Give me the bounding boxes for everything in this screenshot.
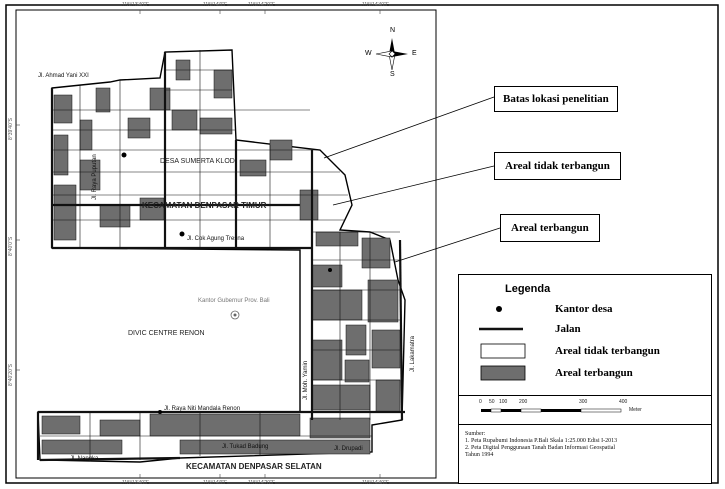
coord-top-1: 115°13'40"E bbox=[122, 2, 150, 8]
legend-item-jalan bbox=[459, 321, 711, 341]
compass-s: S bbox=[390, 71, 395, 78]
scale-tick-label: 200 bbox=[519, 399, 528, 405]
label-civic: DIVIC CENTRE RENON bbox=[128, 330, 205, 337]
legend bbox=[458, 274, 712, 484]
coord-left-3: 8°40'20"S bbox=[8, 364, 14, 386]
legend-label-jalan: Jalan bbox=[555, 323, 581, 335]
legend-label-terbangun: Areal terbangun bbox=[555, 367, 633, 379]
scale-tick-label: 100 bbox=[499, 399, 508, 405]
source-line-2: 2. Peta Digital Penggunaan Tanah Badan Informasi Geospatial bbox=[465, 445, 616, 451]
coord-top-3: 115°14'20"E bbox=[248, 2, 276, 8]
label-jl-drupadi: Jl. Drupadi bbox=[334, 446, 363, 452]
label-kec-selatan: KECAMATAN DENPASAR SELATAN bbox=[186, 462, 322, 471]
coord-bottom-1: 115°13'40"E bbox=[122, 480, 150, 486]
coord-left-1: 8°39'40"S bbox=[8, 118, 14, 140]
scale-bar bbox=[459, 395, 711, 425]
label-desa: DESA SUMERTA KLOD bbox=[160, 158, 235, 165]
scale-tick-label: 0 bbox=[479, 399, 482, 405]
label-jl-raya: Jl. Raya Puputan bbox=[92, 154, 98, 200]
north-arrow-icon bbox=[365, 27, 417, 78]
coord-top-4: 115°14'40"E bbox=[362, 2, 390, 8]
label-jl-muh-yamin: Jl. Moh. Yamin bbox=[303, 360, 309, 400]
legend-title: Legenda bbox=[505, 283, 551, 295]
road-line-icon bbox=[471, 321, 551, 341]
unbuilt-swatch-icon bbox=[471, 343, 551, 363]
coord-top-2: 115°14'0"E bbox=[203, 2, 228, 8]
source-line-3: Tahun 1994 bbox=[465, 452, 494, 458]
coord-bottom-4: 115°14'40"E bbox=[362, 480, 390, 486]
legend-item-kantor bbox=[459, 301, 711, 321]
label-jl-tresna: Jl. Cok Agung Tresna bbox=[187, 236, 245, 242]
label-jl-basuki: Jl. Raya Niti Mandala Renon bbox=[164, 406, 241, 412]
scale-tick-label: 50 bbox=[489, 399, 495, 405]
callout-tidak-terbangun: Areal tidak terbangun bbox=[494, 152, 621, 180]
label-jl-ahmad: Jl. Ahmad Yani XXI bbox=[38, 73, 89, 79]
legend-label-tidak: Areal tidak terbangun bbox=[555, 345, 660, 357]
legend-label-kantor: Kantor desa bbox=[555, 303, 613, 315]
source-line-1: 1. Peta Rupabumi Indonesia P.Bali Skala 1:25.000 Edisi I-2013 bbox=[465, 438, 618, 444]
compass-n: N bbox=[390, 27, 396, 34]
scale-tick-label: 300 bbox=[579, 399, 588, 405]
label-jl-nangka: Jl. Nangka bbox=[70, 456, 99, 462]
legend-item-terbangun bbox=[459, 365, 711, 385]
coord-left-2: 8°40'0"S bbox=[8, 236, 14, 256]
source-note bbox=[465, 431, 705, 459]
scale-unit: Meter bbox=[629, 407, 642, 413]
callout-batas: Batas lokasi penelitian bbox=[494, 86, 618, 112]
built-swatch-icon bbox=[471, 365, 551, 385]
label-kec-timur: KECAMATAN DENPASAR TIMUR bbox=[142, 201, 267, 210]
coord-bottom-3: 115°14'20"E bbox=[248, 480, 276, 486]
compass-w: W bbox=[365, 50, 372, 57]
legend-item-tidak bbox=[459, 343, 711, 363]
label-jl-tukad: Jl. Tukad Badung bbox=[222, 444, 269, 450]
callout-terbangun: Areal terbangun bbox=[500, 214, 600, 242]
office-dot-icon bbox=[471, 301, 551, 321]
label-kantor-gubernur: Kantor Gubernur Prov. Bali bbox=[198, 298, 270, 304]
coord-bottom-2: 115°14'0"E bbox=[203, 480, 228, 486]
source-title: Sumber: bbox=[465, 431, 486, 437]
compass-e: E bbox=[412, 50, 417, 57]
label-jl-lakamatra: Jl. Lakamatra bbox=[410, 335, 416, 372]
scale-tick-label: 400 bbox=[619, 399, 628, 405]
